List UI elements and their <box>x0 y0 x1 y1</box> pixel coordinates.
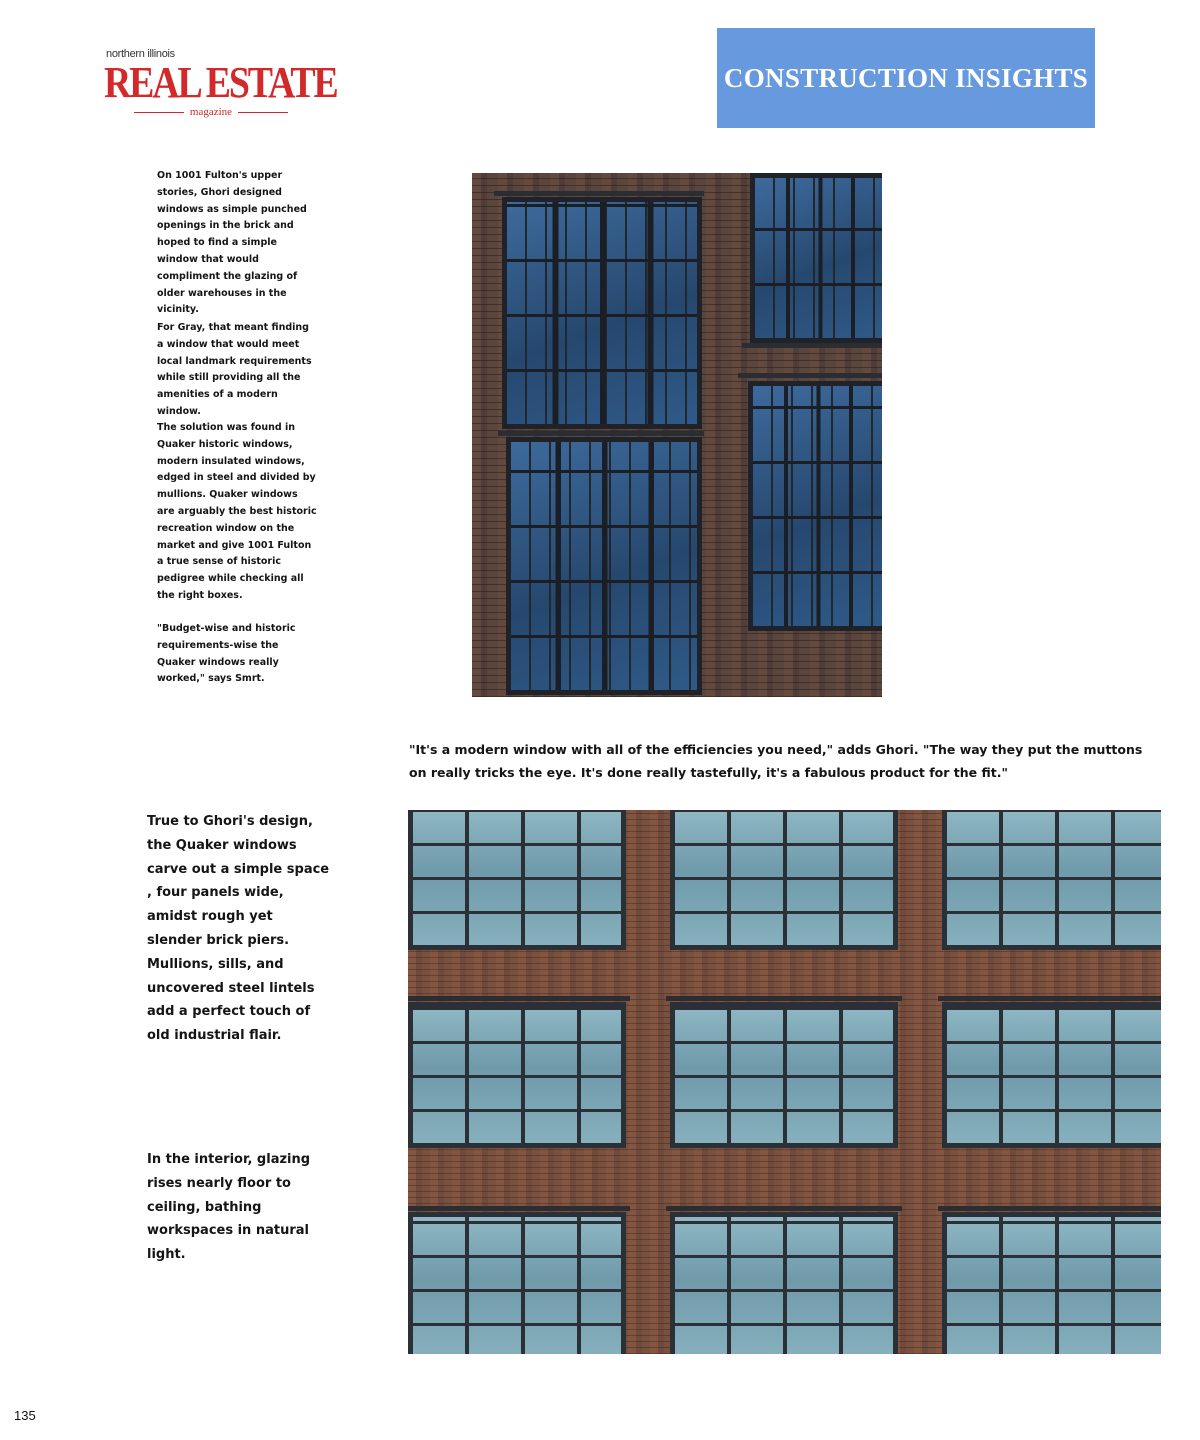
facade-photo-upper <box>472 173 882 697</box>
window <box>750 173 882 343</box>
window <box>670 1002 898 1148</box>
lintel <box>408 1206 630 1211</box>
window <box>748 381 882 631</box>
section-banner <box>717 28 1095 128</box>
logo-subtitle-text: magazine <box>189 106 233 118</box>
logo-rule-right <box>238 112 288 113</box>
window <box>670 810 898 950</box>
window <box>506 437 702 695</box>
lintel <box>738 373 882 378</box>
lintel <box>666 996 902 1001</box>
page-number: 135 <box>14 1408 36 1423</box>
sidebar-paragraph-3: The solution was found in Quaker historic windows, modern insulated windows, edged in steel and divided by mullions. Quaker windows are arguably the best historic recreation window on the market and give 1001 Fulton a true sense of historic pedigree while checking all the right boxes. <box>157 422 317 601</box>
window <box>670 1212 898 1354</box>
photo-caption-windows: True to Ghori's design, the Quaker windows carve out a simple space , four panels wide, amidst rough yet slender brick piers. Mullions, sills, and uncovered steel lintels add a perfect touch of old industrial flair. <box>147 814 330 1044</box>
section-banner-title: CONSTRUCTION INSIGHTS <box>723 62 1089 93</box>
lintel <box>498 431 704 436</box>
window <box>942 1002 1161 1148</box>
sidebar-paragraph-1: On 1001 Fulton's upper stories, Ghori designed windows as simple punched openings in the brick and hoped to find a simple window that would compliment the glazing of older warehouses in the vicinity. <box>157 170 307 316</box>
photo-caption-interior: In the interior, glazing rises nearly floor to ceiling, bathing workspaces in natural light. <box>147 1152 311 1263</box>
window <box>408 1212 626 1354</box>
window <box>408 810 626 950</box>
sidebar-paragraph-4: "Budget-wise and historic requirements-wise the Quaker windows really worked," says Smrt. <box>157 623 296 685</box>
facade-photo-lower <box>408 810 1161 1354</box>
lintel <box>938 996 1161 1001</box>
window <box>408 1002 626 1148</box>
logo-title-text: REAL ESTATE <box>104 58 337 107</box>
window <box>942 1212 1161 1354</box>
lintel <box>742 343 882 348</box>
window <box>502 197 702 429</box>
lintel <box>408 996 630 1001</box>
lintel <box>666 1206 902 1211</box>
lintel <box>938 1206 1161 1211</box>
lintel <box>494 191 704 196</box>
sidebar-paragraph-2: For Gray, that meant finding a window that would meet local landmark requirements while still providing all the amenities of a modern window. <box>157 322 312 417</box>
logo-region-text: northern illinois <box>106 48 175 60</box>
magazine-logo <box>104 48 337 118</box>
pull-quote: "It's a modern window with all of the efficiencies you need," adds Ghori. "The way they put the muttons on really tricks the eye. It's done really tastefully, it's a fabulous product for the fit." <box>409 742 1143 780</box>
window <box>942 810 1161 950</box>
